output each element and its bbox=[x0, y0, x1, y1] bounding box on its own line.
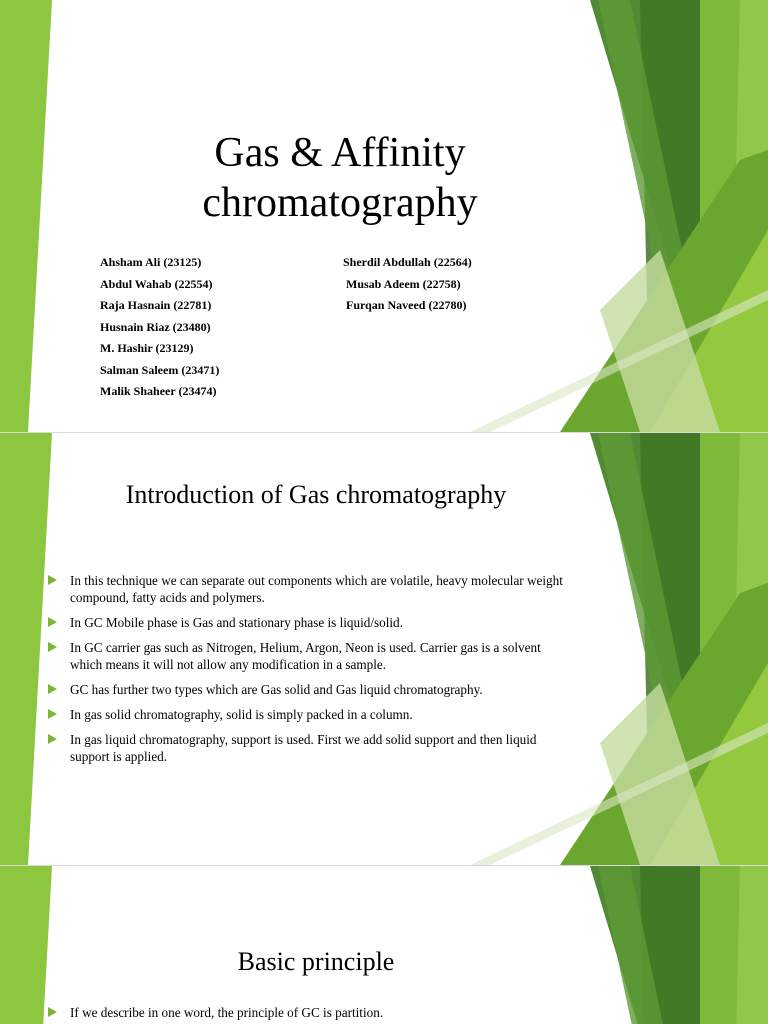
triangle-bullet-icon bbox=[48, 617, 57, 627]
author-name: Ahsham Ali (23125) bbox=[100, 255, 202, 269]
triangle-bullet-icon bbox=[48, 575, 57, 585]
authors-list-right bbox=[343, 252, 472, 317]
slide-heading: Basic principle bbox=[237, 947, 395, 976]
slide-heading: Introduction of Gas chromatography bbox=[125, 480, 507, 509]
slide-divider bbox=[0, 865, 768, 866]
bullet-list bbox=[46, 1004, 576, 1021]
triangle-bullet-icon bbox=[48, 642, 57, 652]
bullet-item bbox=[46, 572, 576, 606]
bullet-text: If we describe in one word, the principle of GC is partition. bbox=[70, 1005, 384, 1020]
green-decoration bbox=[0, 866, 768, 1024]
bullet-item bbox=[46, 731, 576, 765]
author-name: M. Hashir (23129) bbox=[100, 341, 194, 355]
bullet-text: In GC carrier gas such as Nitrogen, Helium, Argon, Neon is used. Carrier gas is a solvent which means it will not allow any modification in a sample. bbox=[70, 640, 541, 672]
triangle-bullet-icon bbox=[48, 709, 57, 719]
title-line-1: Gas & Affinity bbox=[214, 130, 466, 176]
author-name: Malik Shaheer (23474) bbox=[100, 384, 217, 398]
bullet-text: In GC Mobile phase is Gas and stationary phase is liquid/solid. bbox=[70, 615, 403, 630]
title-line-2: chromatography bbox=[202, 180, 478, 226]
triangle-bullet-icon bbox=[48, 734, 57, 744]
bullet-item bbox=[46, 681, 576, 698]
slide-divider bbox=[0, 432, 768, 433]
slide-title bbox=[0, 0, 768, 432]
author-name: Abdul Wahab (22554) bbox=[100, 276, 213, 291]
bullet-item bbox=[46, 706, 576, 723]
author-name: Musab Adeem (22758) bbox=[343, 276, 461, 291]
bullet-list bbox=[46, 572, 576, 773]
authors-list-left bbox=[100, 252, 219, 403]
presentation-title bbox=[140, 128, 540, 228]
author-name: Salman Saleem (23471) bbox=[100, 362, 220, 377]
author-name: Raja Hasnain (22781) bbox=[100, 298, 212, 312]
slide-introduction bbox=[0, 433, 768, 865]
bullet-text: In gas liquid chromatography, support is used. First we add solid support and then liquid support is applied. bbox=[70, 732, 537, 764]
bullet-item bbox=[46, 639, 576, 673]
slide-basic-principle bbox=[0, 866, 768, 1024]
bullet-text: GC has further two types which are Gas solid and Gas liquid chromatography. bbox=[70, 682, 483, 697]
author-name: Furqan Naveed (22780) bbox=[343, 298, 467, 312]
bullet-item bbox=[46, 614, 576, 631]
bullet-item bbox=[46, 1004, 576, 1021]
triangle-bullet-icon bbox=[48, 684, 57, 694]
bullet-text: In this technique we can separate out components which are volatile, heavy molecular weight compound, fatty acids and polymers. bbox=[70, 573, 563, 605]
author-name: Sherdil Abdullah (22564) bbox=[343, 255, 472, 269]
triangle-bullet-icon bbox=[48, 1007, 57, 1017]
bullet-text: In gas solid chromatography, solid is simply packed in a column. bbox=[70, 707, 413, 722]
author-name: Husnain Riaz (23480) bbox=[100, 319, 211, 334]
